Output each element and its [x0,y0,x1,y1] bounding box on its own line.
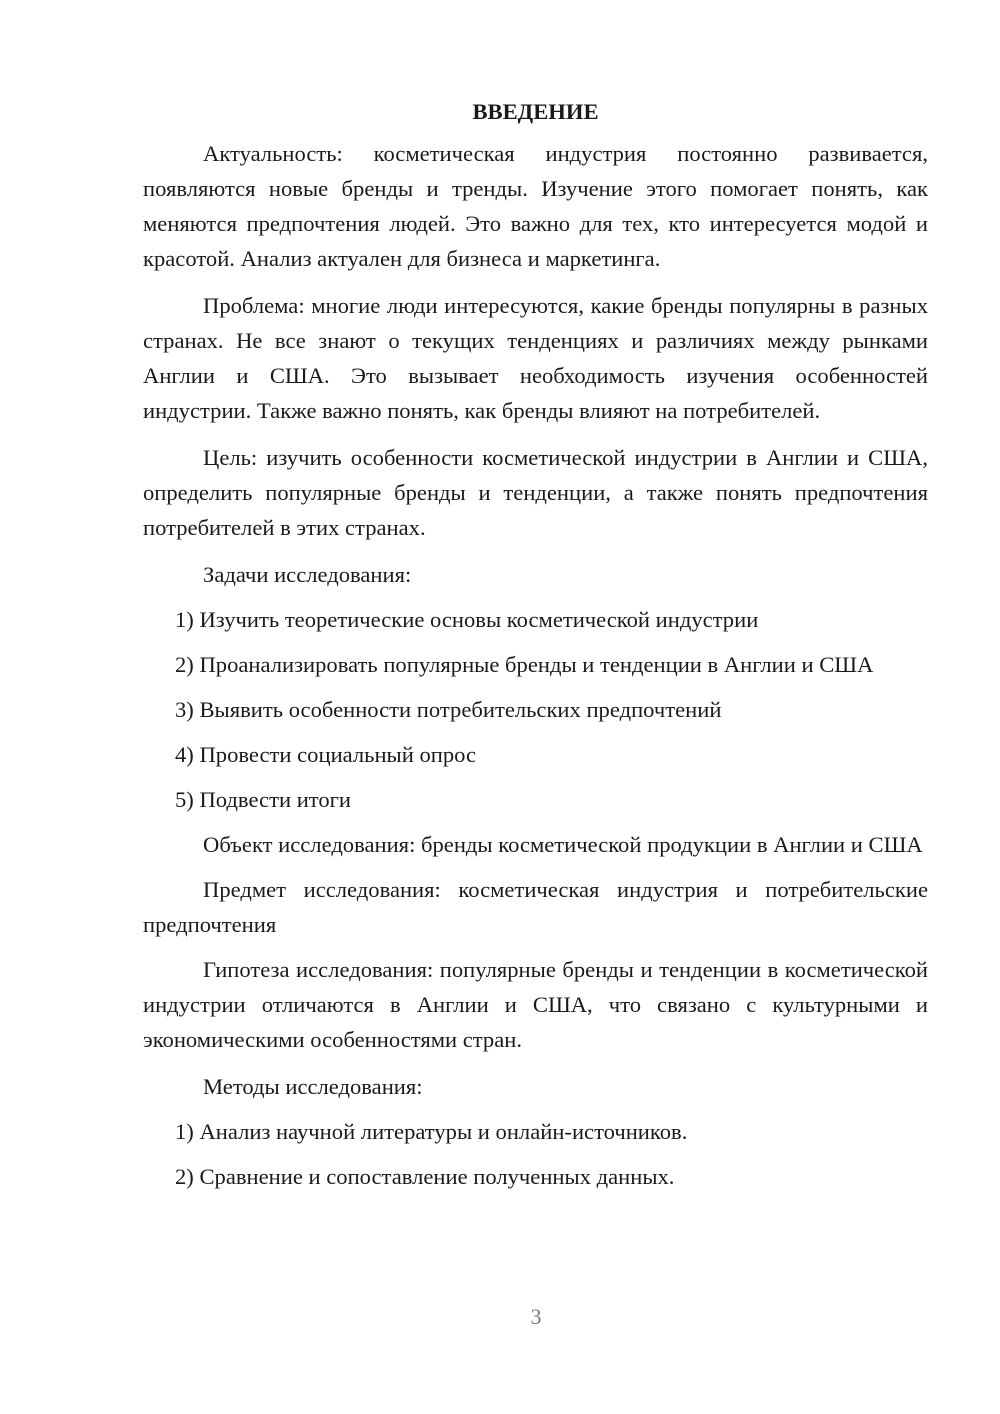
method-item-2: 2) Сравнение и сопоставление полученных данных. [175,1164,675,1189]
task-item-3: 3) Выявить особенности потребительских предпочтений [175,697,722,722]
task-item-4: 4) Провести социальный опрос [175,742,477,767]
method-item-1: 1) Анализ научной литературы и онлайн-источников. [175,1119,688,1144]
relevance-paragraph: Актуальность: косметическая индустрия постоянно развивается, появляются новые бренды и тренды. Изучение этого помогает понять, как меняются предпочтения людей. Это важно для тех, кто интересуется модой и красотой. Анализ актуален для бизнеса и маркетинга. [143,141,928,271]
subject-paragraph: Предмет исследования: косметическая индустрия и потребительские предпочтения [143,877,928,937]
object-paragraph: Объект исследования: бренды косметической продукции в Англии и США [203,832,923,857]
methods-heading: Методы исследования: [203,1074,423,1099]
page-body [143,94,928,1204]
task-item-2: 2) Проанализировать популярные бренды и тенденции в Англии и США [175,652,874,677]
task-item-1: 1) Изучить теоретические основы косметической индустрии [175,607,759,632]
section-title: ВВЕДЕНИЕ [472,99,599,124]
goal-paragraph: Цель: изучить особенности косметической индустрии в Англии и США, определить популярные бренды и тенденции, а также понять предпочтения потребителей в этих странах. [143,445,928,540]
problem-paragraph: Проблема: многие люди интересуются, какие бренды популярны в разных странах. Не все знают о текущих тенденциях и различиях между рынками Англии и США. Это вызывает необходимость изучения особенностей индустрии. Также важно понять, как бренды влияют на потребителей. [143,293,928,423]
hypothesis-paragraph: Гипотеза исследования: популярные бренды и тенденции в косметической индустрии отличаются в Англии и США, что связано с культурными и экономическими особенностями стран. [143,957,928,1052]
page-number: 3 [530,1304,542,1329]
task-item-5: 5) Подвести итоги [175,787,352,812]
tasks-heading: Задачи исследования: [203,562,412,587]
